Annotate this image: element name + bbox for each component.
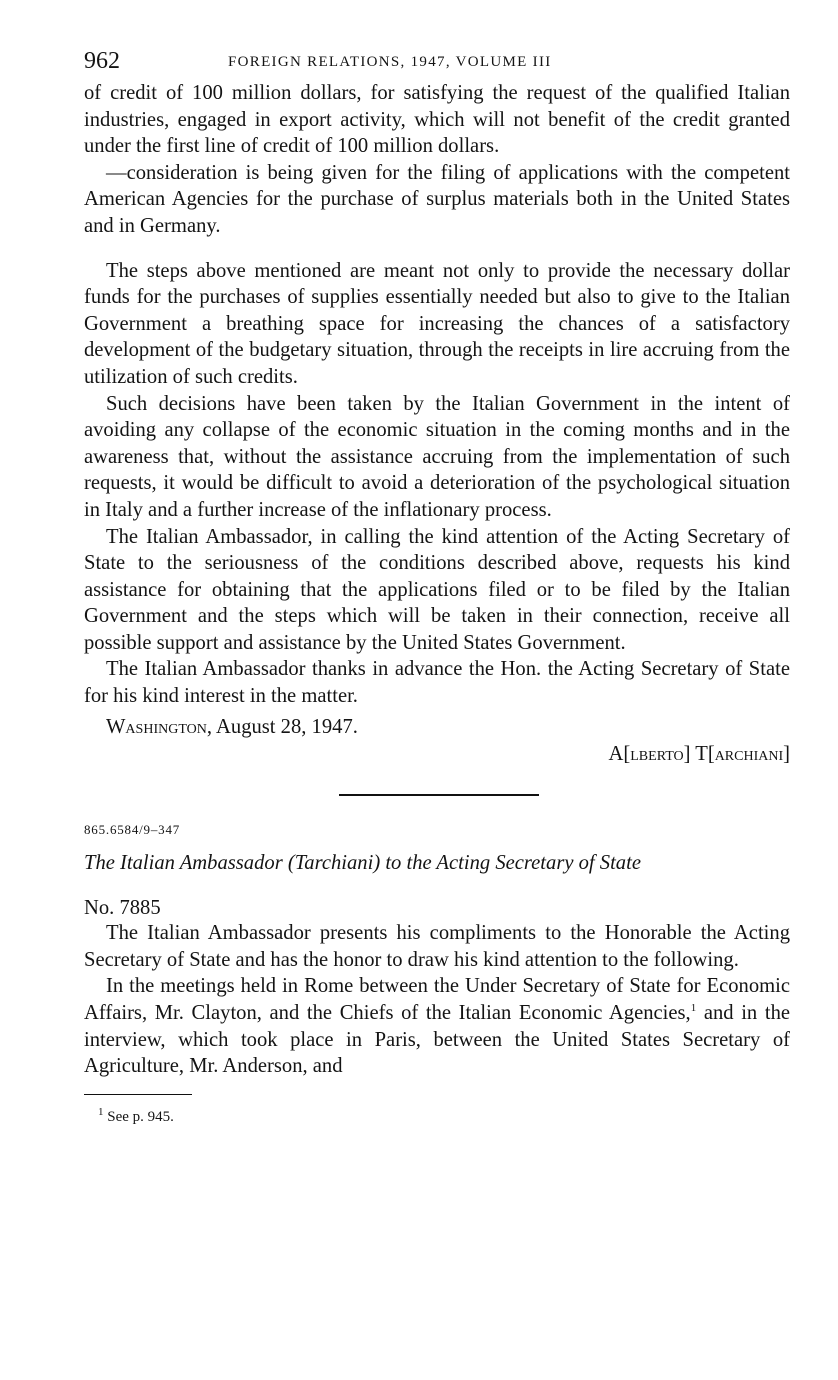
page: [84, 48, 790, 1126]
paragraph-continuation-2: —consideration is being given for the filing of applications with the competent American Agencies for the purchase of surplus materials both in the United States and in Germany.: [84, 161, 790, 237]
document-title: The Italian Ambassador (Tarchiani) to the Acting Secretary of State: [84, 852, 641, 875]
running-head: FOREIGN RELATIONS, 1947, VOLUME III: [228, 54, 552, 70]
file-code: 865.6584/9–347: [84, 822, 181, 838]
footnote-marker: 1: [98, 1105, 104, 1118]
paragraph-continuation-1: of credit of 100 million dollars, for satisfying the request of the qualified Italian industries, engaged in export activity, which will not benefit of the credit granted under the first line of credit of 100 million dollars.: [84, 82, 790, 158]
signature: A[lberto] T[archiani]: [608, 743, 790, 766]
section-divider: [339, 794, 539, 796]
paragraph-steps: The steps above mentioned are meant not only to provide the necessary dollar funds for the purchases of supplies essentially needed but also to give to the Italian Government a breathing space for increasing the chances of a satisfactory development of the budgetary situation, through the receipts in lire accruing from the utilization of such credits.: [84, 259, 790, 388]
footnote-reference[interactable]: 1: [690, 1002, 697, 1015]
paragraph-meetings: In the meetings held in Rome between the Under Secretary of State for Economic Affairs, Mr. Clayton, and the Chiefs of the Italian Economic Agencies,$^1$ and in the interview, which took place in Paris, between the United States Secretary of Agriculture, Mr. Anderson, and: [84, 975, 791, 1078]
document-number: No. 7885: [84, 897, 161, 920]
footnote-text: See p. 945.: [103, 1108, 174, 1125]
dateline: [84, 714, 790, 741]
page-header: [84, 48, 790, 80]
paragraph-compliments: The Italian Ambassador presents his compliments to the Honorable the Acting Secretary of State and has the honor to draw his kind attention to the following.: [84, 922, 790, 971]
paragraph-decisions: Such decisions have been taken by the Italian Government in the intent of avoiding any collapse of the economic situation in the coming months and in the awareness that, without the assistance accruing from the implementation of such requests, it would be difficult to avoid a deterioration of the psychological situation in Italy and a further increase of the inflationary process.: [84, 392, 790, 521]
paragraph-thanks: The Italian Ambassador thanks in advance the Hon. the Acting Secretary of State for his kind interest in the matter.: [84, 658, 790, 708]
dateline-place: Washington: [106, 715, 207, 738]
footnote: [98, 1105, 790, 1126]
footnote-rule: [84, 1094, 192, 1095]
page-number: 962: [84, 48, 120, 74]
paragraph-request: The Italian Ambassador, in calling the kind attention of the Acting Secretary of State to the seriousness of the conditions described above, requests his kind assistance for obtaining that the applications filed or to be filed by the Italian Government and the steps which will be taken in their connection, receive all possible support and assistance by the United States Government.: [84, 525, 790, 654]
dateline-date: , August 28, 1947.: [206, 715, 358, 738]
